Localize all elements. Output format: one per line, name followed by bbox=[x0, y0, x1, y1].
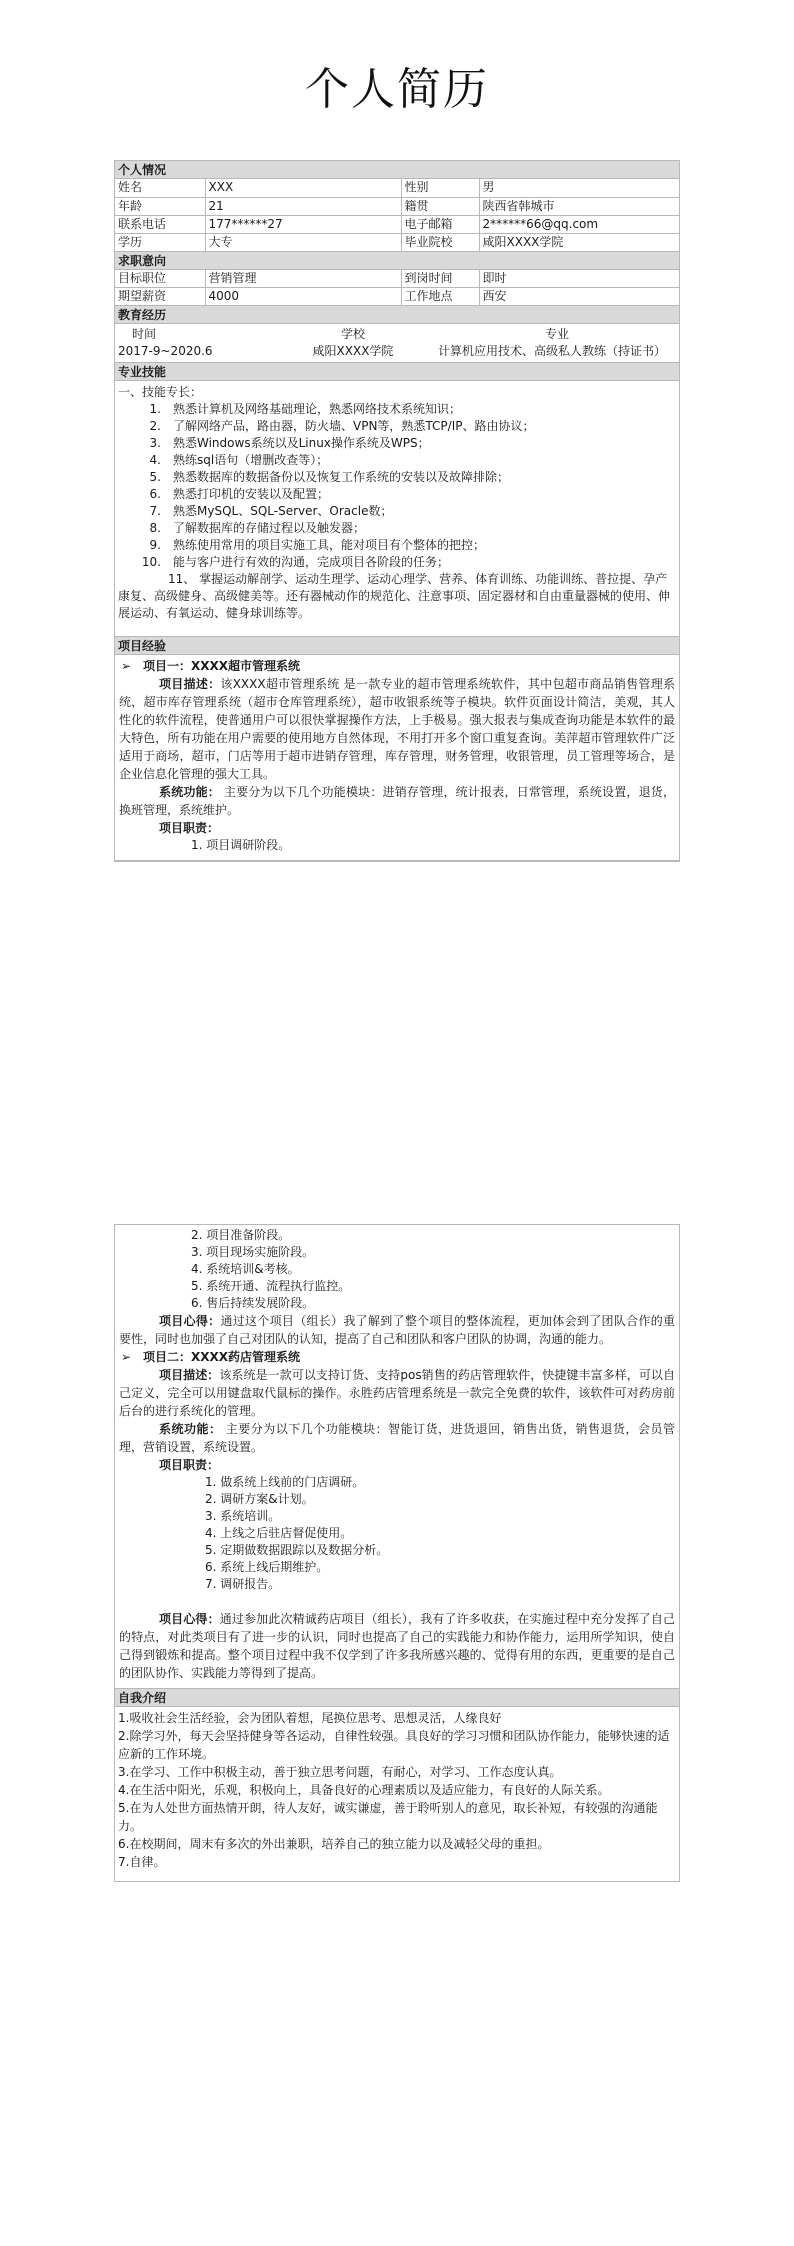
table-row bbox=[115, 179, 679, 197]
list-item: 6. 售后持续发展阶段。 bbox=[191, 1296, 315, 1310]
project-1-part-2 bbox=[115, 1225, 679, 1689]
value-work-location: 西安 bbox=[479, 288, 679, 306]
value-hometown: 陕西省韩城市 bbox=[479, 197, 679, 215]
list-item: 1. 熟悉计算机及网络基础理论，熟悉网络技术系统知识； bbox=[149, 402, 462, 416]
list-item: 5. 系统开通、流程执行监控。 bbox=[191, 1279, 351, 1293]
arrow-bullet-icon: ➢ bbox=[121, 659, 132, 673]
education-block bbox=[115, 324, 679, 363]
section-header-intent: 求职意向 bbox=[115, 252, 679, 270]
project-2-description: 项目描述：该系统是一款可以支持订货、支持pos销售的药店管理软件，快捷键丰富多样，可以自己定义，完全可以用键盘取代鼠标的操作。永胜药店管理系统是一款完全免费的软件，该软件可对药房前后台的进行系统化的管理。 bbox=[119, 1368, 675, 1418]
list-item: 11、 掌握运动解剖学、运动生理学、运动心理学、营养、体育训练、功能训练、普拉提、孕产康复、高级健身、高级健美等。还有器械动作的规范化、注意事项、固定器材和自由重量器械的使用、伸展运动、有氧运动、健身球训练等。 bbox=[118, 572, 671, 620]
project-1-gains: 项目心得：通过这个项目（组长）我了解到了整个项目的整体流程，更加体会到了团队合作的重要性，同时也加强了自己对团队的认知，提高了自己和团队和客户团队的协调，沟通的能力。 bbox=[119, 1314, 675, 1346]
table-row bbox=[115, 288, 679, 306]
label-name: 姓名 bbox=[115, 179, 205, 197]
resume-sheet-page-2 bbox=[114, 1224, 680, 1882]
list-item: 5. 熟悉数据库的数据备份以及恢复工作系统的安装以及故障排除； bbox=[149, 470, 510, 484]
project-2-gains: 项目心得：通过参加此次精诚药店项目（组长），我有了许多收获，在实施过程中充分发挥了自己的特点，对此类项目有了进一步的认识，同时也提高了自己的实践能力和协作能力，运用所学知识，使自己得到锻炼和提高。整个项目过程中我不仅学到了许多我所感兴趣的、觉得有用的东西，更重要的是自己的团队协作、实践能力等得到了提高。 bbox=[119, 1612, 675, 1680]
list-item: 6.在校期间，周末有多次的外出兼职，培养自己的独立能力以及减轻父母的重担。 bbox=[118, 1837, 550, 1851]
list-item: 2. 了解网络产品，路由器，防火墙、VPN等，熟悉TCP/IP、路由协议； bbox=[149, 419, 535, 433]
list-item: 3.在学习、工作中积极主动，善于独立思考问题，有耐心，对学习、工作态度认真。 bbox=[118, 1765, 562, 1779]
skills-block bbox=[115, 381, 679, 637]
label-degree: 学历 bbox=[115, 233, 205, 251]
project-2-title: ➢ 项目二：XXXX药店管理系统 bbox=[121, 1350, 301, 1364]
list-item: 7. 调研报告。 bbox=[205, 1577, 281, 1591]
table-row bbox=[115, 233, 679, 251]
label-expected-salary: 期望薪资 bbox=[115, 288, 205, 306]
value-gender: 男 bbox=[479, 179, 679, 197]
project-1-duties-label: 项目职责： bbox=[159, 821, 220, 835]
list-item: 1. 项目调研阶段。 bbox=[191, 838, 291, 852]
self-intro-block bbox=[115, 1707, 679, 1881]
section-header-personal: 个人情况 bbox=[115, 161, 679, 179]
list-item: 4. 系统培训&考核。 bbox=[191, 1262, 300, 1276]
table-row bbox=[115, 215, 679, 233]
value-email: 2******66@qq.com bbox=[479, 215, 679, 233]
list-item: 4.在生活中阳光，乐观，积极向上，具备良好的心理素质以及适应能力，有良好的人际关系。 bbox=[118, 1783, 610, 1797]
value-target-position: 营销管理 bbox=[205, 270, 401, 288]
table-row bbox=[115, 270, 679, 288]
value-degree: 大专 bbox=[205, 233, 401, 251]
list-item: 2.除学习外，每天会坚持健身等各运动，自律性较强。具良好的学习习惯和团队协作能力，能够快速的适应新的工作环境。 bbox=[118, 1729, 670, 1761]
personal-info-table bbox=[115, 179, 679, 252]
section-header-education: 教育经历 bbox=[115, 306, 679, 324]
list-item: 1.吸收社会生活经验，会为团队着想，尾换位思考、思想灵活，人缘良好 bbox=[118, 1711, 502, 1725]
value-expected-salary: 4000 bbox=[205, 288, 401, 306]
value-phone: 177******27 bbox=[205, 215, 401, 233]
edu-time: 2017-9~2020.6 bbox=[118, 344, 213, 358]
col-time: 时间 bbox=[132, 327, 157, 341]
arrow-bullet-icon: ➢ bbox=[121, 1350, 132, 1364]
project-1-part-1 bbox=[115, 655, 679, 861]
label-phone: 联系电话 bbox=[115, 215, 205, 233]
education-columns bbox=[118, 326, 676, 343]
list-item: 3. 系统培训。 bbox=[205, 1509, 281, 1523]
list-item: 2. 调研方案&计划。 bbox=[205, 1492, 314, 1506]
list-item: 7.自律。 bbox=[118, 1855, 166, 1869]
label-gender: 性别 bbox=[401, 179, 479, 197]
value-age: 21 bbox=[205, 197, 401, 215]
list-item: 10. 能与客户进行有效的沟通，完成项目各阶段的任务； bbox=[141, 555, 450, 569]
project-1-functions: 系统功能： 主要分为以下几个功能模块：进销存管理，统计报表，日常管理，系统设置，退货，换班管理，系统维护。 bbox=[119, 785, 675, 817]
col-school: 学校 bbox=[340, 327, 365, 341]
project-1-description: 项目描述：该XXXX超市管理系统 是一款专业的超市管理系统软件，其中包超市商品销售管理系统，超市库存管理系统（超市仓库管理系统），超市收银系统等子模块。软件页面设计简洁，美观，其人性化的软件流程，使普通用户可以很快掌握操作方法，上手极易。强大报表与集成查询功能是本软件的最大特色，所有功能在用户需要的使用地方自然体现，不用打开多个窗口重复查询。美萍超市管理软件广泛适用于商场，超市，门店等用于超市进销存管理，库存管理，财务管理，收银管理，员工管理等场合，是企业信息化管理的强大工具。 bbox=[119, 677, 675, 781]
label-hometown: 籍贯 bbox=[401, 197, 479, 215]
page-title: 个人简历 bbox=[305, 64, 489, 115]
list-item: 4. 熟练sql语句（增删改查等）； bbox=[149, 453, 329, 467]
list-item: 3. 熟悉Windows系统以及Linux操作系统及WPS； bbox=[149, 436, 430, 450]
list-item: 1. 做系统上线前的门店调研。 bbox=[205, 1475, 365, 1489]
value-school: 咸阳XXXX学院 bbox=[479, 233, 679, 251]
label-work-location: 工作地点 bbox=[401, 288, 479, 306]
value-start-time: 即时 bbox=[479, 270, 679, 288]
job-intent-table bbox=[115, 270, 679, 307]
value-name: XXX bbox=[205, 179, 401, 197]
edu-major: 计算机应用技术、高级私人教练（持证书） bbox=[438, 344, 667, 358]
list-item: 6. 系统上线后期维护。 bbox=[205, 1560, 329, 1574]
project-2-duties-label: 项目职责： bbox=[159, 1458, 220, 1472]
list-item: 7. 熟悉MySQL、SQL-Server、Oracle数； bbox=[149, 504, 393, 518]
resume-sheet-page-1 bbox=[114, 160, 680, 862]
list-item: 5.在为人处世方面热情开朗，待人友好，诚实谦虚，善于聆听别人的意见，取长补短，有较强的沟通能力。 bbox=[118, 1801, 658, 1833]
label-email: 电子邮箱 bbox=[401, 215, 479, 233]
education-entry bbox=[118, 343, 676, 360]
list-item: 9. 熟练使用常用的项目实施工具，能对项目有个整体的把控； bbox=[149, 538, 486, 552]
list-item: 6. 熟悉打印机的安装以及配置； bbox=[149, 487, 330, 501]
label-target-position: 目标职位 bbox=[115, 270, 205, 288]
label-school: 毕业院校 bbox=[401, 233, 479, 251]
section-header-self-intro: 自我介绍 bbox=[115, 1689, 679, 1707]
list-item: 4. 上线之后驻店督促使用。 bbox=[205, 1526, 353, 1540]
section-header-projects: 项目经验 bbox=[115, 637, 679, 655]
list-item: 3. 项目现场实施阶段。 bbox=[191, 1245, 315, 1259]
project-1-title: ➢ 项目一：XXXX超市管理系统 bbox=[121, 659, 301, 673]
list-item: 2. 项目准备阶段。 bbox=[191, 1228, 291, 1242]
table-row bbox=[115, 197, 679, 215]
section-header-skills: 专业技能 bbox=[115, 363, 679, 381]
col-major: 专业 bbox=[544, 327, 569, 341]
edu-school: 咸阳XXXX学院 bbox=[312, 344, 394, 358]
skills-intro: 一、技能专长： bbox=[118, 385, 203, 399]
label-start-time: 到岗时间 bbox=[401, 270, 479, 288]
list-item: 8. 了解数据库的存储过程以及触发器； bbox=[149, 521, 366, 535]
project-2-functions: 系统功能： 主要分为以下几个功能模块：智能订货，进货退回，销售出货，销售退货，会员管理，营销设置，系统设置。 bbox=[119, 1422, 675, 1454]
label-age: 年龄 bbox=[115, 197, 205, 215]
list-item: 5. 定期做数据跟踪以及数据分析。 bbox=[205, 1543, 389, 1557]
